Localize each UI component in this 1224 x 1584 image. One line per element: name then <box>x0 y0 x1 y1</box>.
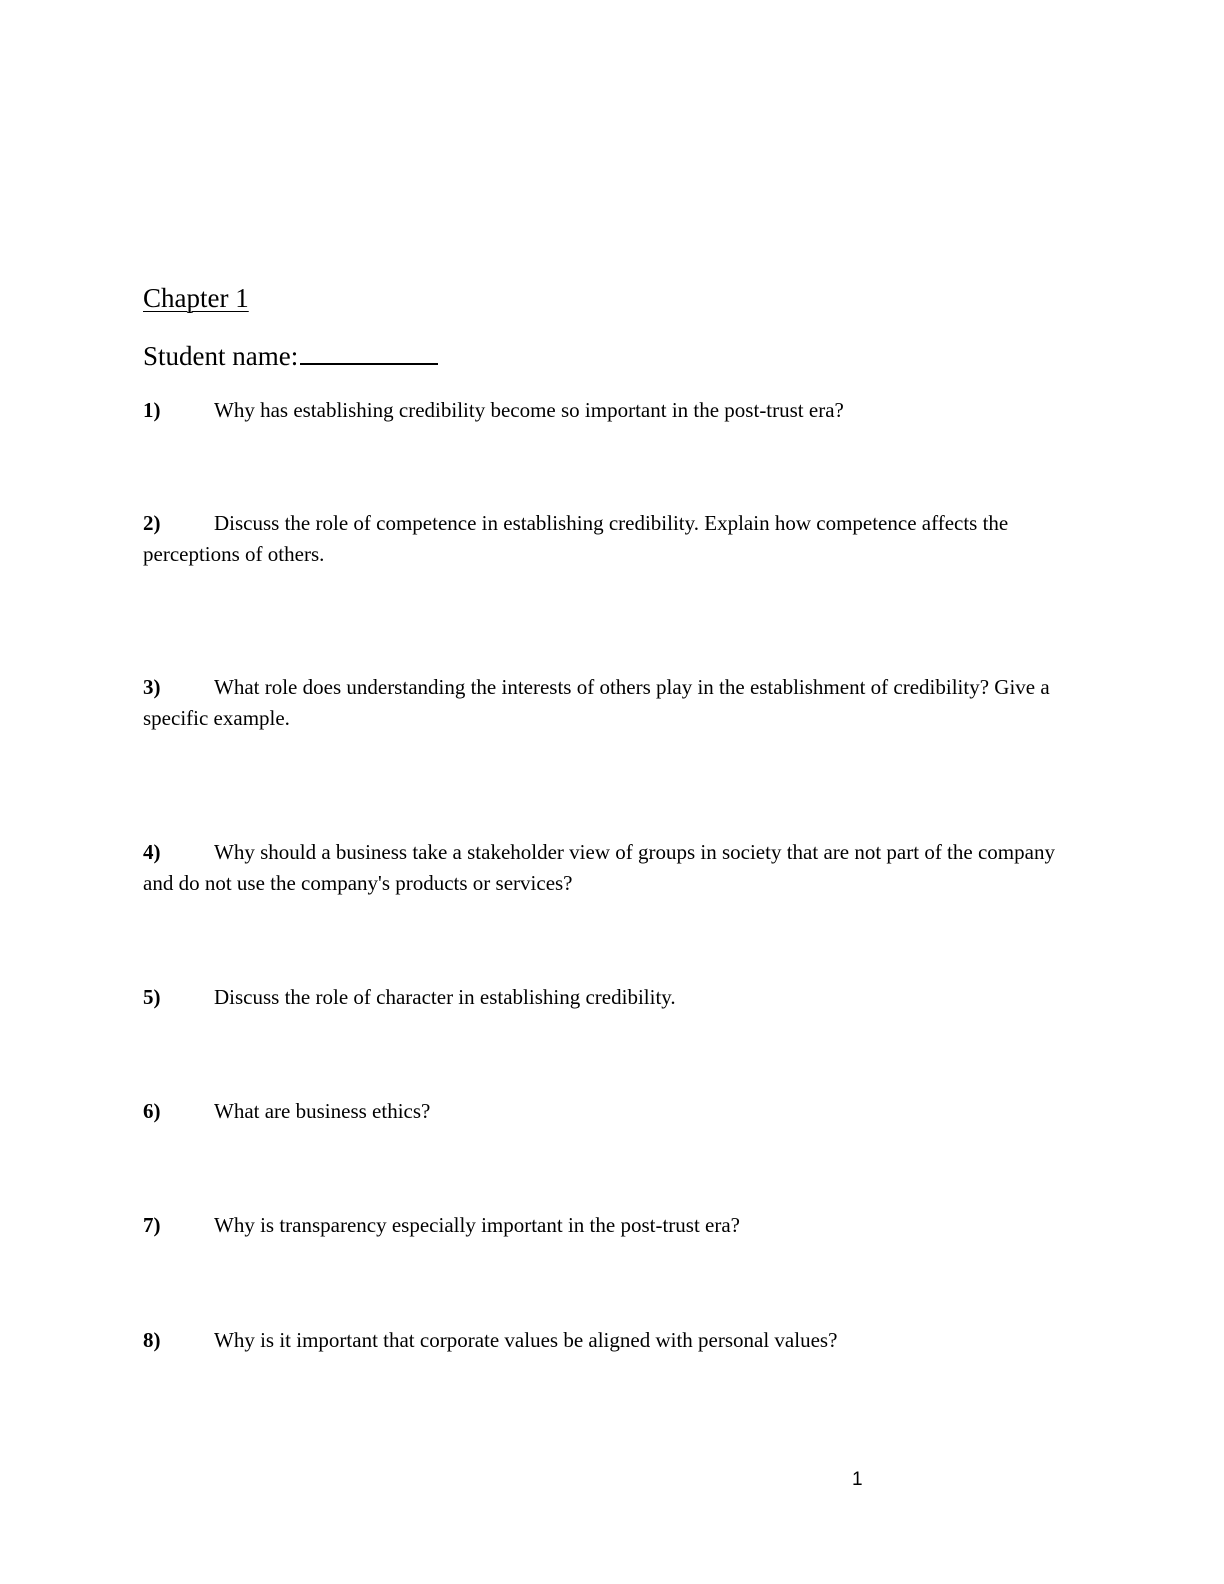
question-number: 6) <box>143 1099 161 1123</box>
question-text: Why should a business take a stakeholder view of groups in society that are not part of the company and do not use the company's products or services? <box>143 840 1055 895</box>
question-text: What are business ethics? <box>214 1099 431 1123</box>
question-8 <box>143 1325 1063 1356</box>
question-text: Discuss the role of character in establishing credibility. <box>214 985 676 1009</box>
question-number: 2) <box>143 511 161 535</box>
question-4 <box>143 837 1063 899</box>
question-1 <box>143 395 1063 426</box>
question-7 <box>143 1210 1063 1241</box>
question-text: What role does understanding the interests of others play in the establishment of credibility? Give a specific example. <box>143 675 1050 730</box>
student-name-label: Student name: <box>143 341 299 371</box>
chapter-title: Chapter 1 <box>143 283 249 313</box>
question-2 <box>143 508 1063 570</box>
question-number: 3) <box>143 675 161 699</box>
student-name-blank[interactable] <box>300 338 438 365</box>
question-6 <box>143 1096 1063 1127</box>
question-number: 7) <box>143 1213 161 1237</box>
question-text: Why is transparency especially important in the post-trust era? <box>214 1213 740 1237</box>
question-5 <box>143 982 1063 1013</box>
question-text: Discuss the role of competence in establishing credibility. Explain how competence affects the perceptions of others. <box>143 511 1009 566</box>
question-number: 5) <box>143 985 161 1009</box>
question-number: 4) <box>143 840 161 864</box>
question-number: 8) <box>143 1328 161 1352</box>
question-3 <box>143 672 1063 734</box>
question-text: Why has establishing credibility become so important in the post-trust era? <box>214 398 844 422</box>
question-number: 1) <box>143 398 161 422</box>
page-number: 1 <box>852 1469 863 1490</box>
student-name-line <box>143 338 438 372</box>
question-text: Why is it important that corporate values be aligned with personal values? <box>214 1328 838 1352</box>
